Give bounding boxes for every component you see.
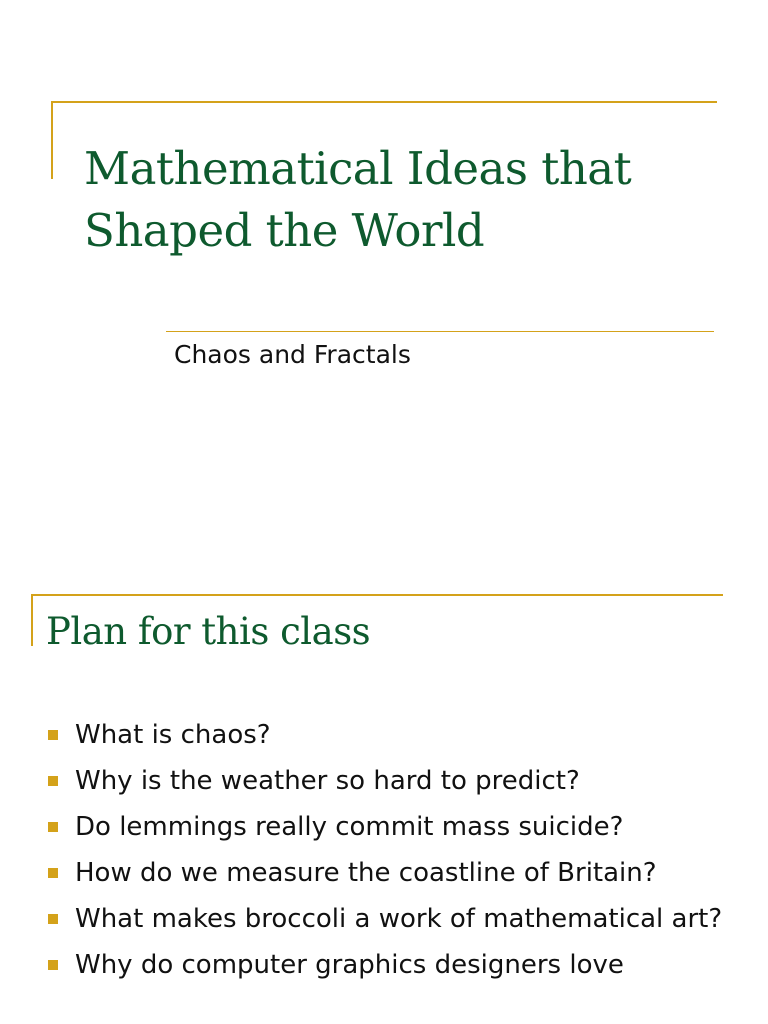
square-bullet-icon	[48, 730, 58, 740]
bullet-text: Why do computer graphics designers love	[75, 950, 624, 980]
top-rule	[31, 594, 723, 596]
bullet-text: Why is the weather so hard to predict?	[75, 766, 580, 796]
list-item	[0, 854, 768, 892]
list-item	[0, 808, 768, 846]
bullet-text: How do we measure the coastline of Britain?	[75, 858, 657, 888]
slide-title: Mathematical Ideas that Shaped the World	[84, 142, 632, 257]
left-rule	[51, 101, 53, 179]
subtitle-rule	[166, 331, 714, 332]
slide-subtitle: Chaos and Fractals	[174, 340, 411, 369]
list-item	[0, 900, 768, 938]
left-rule	[31, 594, 33, 646]
top-rule	[51, 101, 717, 103]
list-item	[0, 716, 768, 754]
square-bullet-icon	[48, 914, 58, 924]
bullet-list	[0, 716, 768, 992]
square-bullet-icon	[48, 776, 58, 786]
square-bullet-icon	[48, 868, 58, 878]
bullet-text: Do lemmings really commit mass suicide?	[75, 812, 624, 842]
list-item	[0, 946, 768, 984]
bullet-text: What makes broccoli a work of mathematical art?	[75, 904, 723, 934]
square-bullet-icon	[48, 960, 58, 970]
content-slide	[0, 560, 768, 1024]
square-bullet-icon	[48, 822, 58, 832]
slide-title: Plan for this class	[46, 610, 371, 653]
list-item	[0, 762, 768, 800]
bullet-text: What is chaos?	[75, 720, 271, 750]
